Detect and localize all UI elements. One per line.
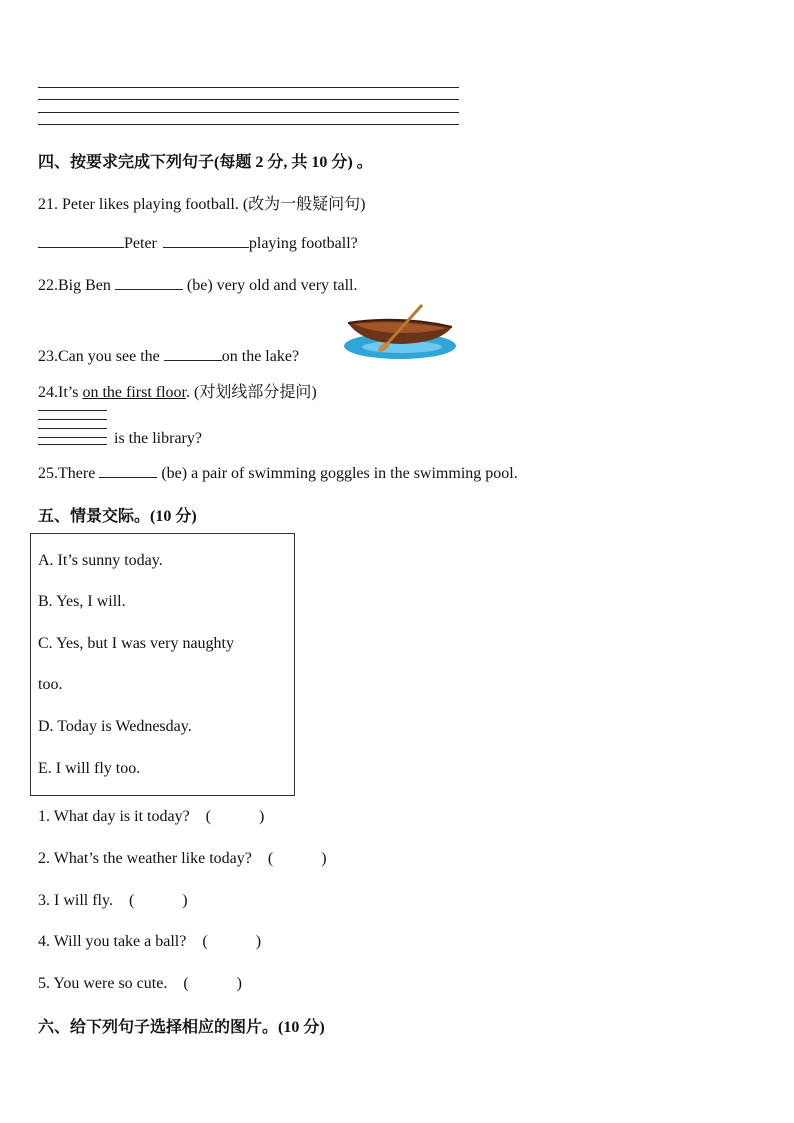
answer-blank[interactable] bbox=[163, 233, 249, 248]
dialog-question-1 bbox=[38, 807, 264, 826]
options-box bbox=[30, 533, 295, 796]
answer-paren-open: ( bbox=[183, 975, 189, 992]
answer-slot[interactable] bbox=[189, 974, 237, 988]
question-25 bbox=[38, 463, 518, 483]
q22-suffix: (be) very old and very tall. bbox=[186, 277, 358, 294]
dialog-question-text: 5. You were so cute. bbox=[38, 975, 168, 992]
answer-paren-close: ) bbox=[182, 892, 188, 909]
answer-line-2 bbox=[38, 99, 459, 100]
q24-answer: is the library? bbox=[114, 430, 202, 447]
q24-underlined-phrase: on the first floor bbox=[82, 384, 186, 401]
dialog-question-5 bbox=[38, 974, 242, 993]
q25-suffix: (be) a pair of swimming goggles in the swimming pool. bbox=[161, 465, 518, 482]
question-22 bbox=[38, 275, 358, 295]
section5-heading: 五、情景交际。(10 分) bbox=[38, 508, 197, 525]
q23-suffix: on the lake? bbox=[221, 348, 300, 365]
q24-line-2 bbox=[38, 419, 107, 420]
answer-slot[interactable] bbox=[273, 849, 321, 863]
boat-illustration bbox=[340, 303, 460, 363]
q24-line-1 bbox=[38, 410, 107, 411]
dialog-question-text: 4. Will you take a ball? bbox=[38, 933, 187, 950]
q22-prefix: 22.Big Ben bbox=[38, 277, 111, 294]
dialog-question-text: 1. What day is it today? bbox=[38, 808, 190, 825]
answer-blank[interactable] bbox=[99, 463, 157, 478]
answer-paren-open: ( bbox=[267, 850, 274, 867]
answer-paren-open: ( bbox=[128, 892, 135, 909]
question-21: 21. Peter likes playing football. (改为一般疑问句) bbox=[38, 196, 366, 213]
dialog-question-4 bbox=[38, 932, 261, 951]
q24-line-3 bbox=[38, 428, 107, 429]
answer-paren-close: ) bbox=[259, 808, 265, 825]
answer-paren-close: ) bbox=[236, 975, 242, 992]
option-e: E. I will fly too. bbox=[38, 760, 141, 777]
q24-suffix: . (对划线部分提问) bbox=[186, 384, 317, 401]
answer-line-4 bbox=[38, 124, 459, 125]
answer-paren-open: ( bbox=[205, 808, 211, 825]
answer-word: Peter bbox=[124, 235, 157, 252]
answer-blank[interactable] bbox=[164, 346, 222, 361]
option-a: A. It’s sunny today. bbox=[38, 552, 163, 569]
section6-heading: 六、给下列句子选择相应的图片。(10 分) bbox=[38, 1019, 325, 1036]
answer-tail: playing football? bbox=[248, 235, 358, 252]
q23-prefix: 23.Can you see the bbox=[38, 348, 160, 365]
question-23 bbox=[38, 346, 299, 366]
answer-paren-close: ) bbox=[321, 850, 327, 867]
answer-slot[interactable] bbox=[134, 891, 182, 905]
dialog-question-2 bbox=[38, 849, 327, 868]
q24-line-5 bbox=[38, 444, 107, 445]
answer-paren-open: ( bbox=[202, 933, 208, 950]
section4-heading: 四、按要求完成下列句子(每题 2 分, 共 10 分) 。 bbox=[38, 154, 373, 171]
answer-line-1 bbox=[38, 87, 459, 88]
answer-slot[interactable] bbox=[211, 807, 259, 821]
option-c-continued: too. bbox=[38, 676, 63, 693]
question-24 bbox=[38, 379, 317, 402]
answer-line-3 bbox=[38, 112, 459, 113]
option-d: D. Today is Wednesday. bbox=[38, 718, 192, 735]
question-21-answer bbox=[38, 233, 358, 253]
dialog-question-text: 3. I will fly. bbox=[38, 892, 113, 909]
q24-line-4 bbox=[38, 437, 107, 438]
q25-prefix: 25.There bbox=[38, 465, 96, 482]
dialog-question-text: 2. What’s the weather like today? bbox=[38, 850, 252, 867]
answer-blank[interactable] bbox=[38, 233, 124, 248]
answer-paren-close: ) bbox=[255, 933, 262, 950]
answer-slot[interactable] bbox=[208, 932, 256, 946]
q24-prefix: 24.It’s bbox=[38, 384, 79, 401]
option-b: B. Yes, I will. bbox=[38, 593, 126, 610]
answer-blank[interactable] bbox=[115, 275, 183, 290]
option-c: C. Yes, but I was very naughty bbox=[38, 635, 234, 652]
dialog-question-3 bbox=[38, 891, 188, 910]
